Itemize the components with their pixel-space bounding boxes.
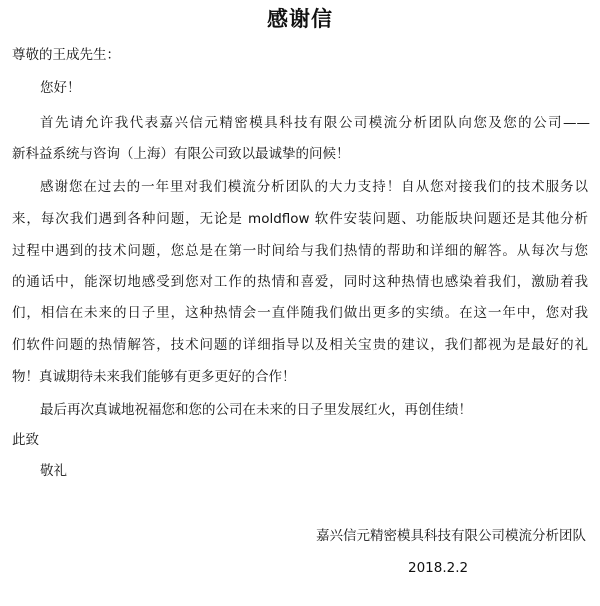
paragraph-2-line-3: 过程中遇到的技术问题，您总是在第一时间给与我们热情的帮助和详细的解答。从每次与您 (12, 243, 588, 259)
paragraph-2-line-4: 的通话中，能深切地感受到您对工作的热情和喜爱，同时这种热情也感染着我们，激励着我 (12, 274, 588, 290)
salutation: 尊敬的王成先生： (12, 47, 120, 63)
paragraph-1-line-1: 首先请允许我代表嘉兴信元精密模具科技有限公司模流分析团队向您及您的公司—— (40, 115, 590, 131)
paragraph-3-line-1: 最后再次真诚地祝福您和您的公司在未来的日子里发展红火，再创佳绩！ (40, 402, 472, 418)
paragraph-2-line-6: 们软件问题的热情解答，技术问题的详细指导以及相关宝贵的建议，我们都视为是最好的礼 (12, 337, 588, 353)
signature: 嘉兴信元精密模具科技有限公司模流分析团队 (316, 528, 586, 544)
paragraph-2-line-5: 们，相信在未来的日子里，这种热情会一直伴随我们做出更多的实绩。在这一年中，您对我 (12, 305, 588, 321)
paragraph-1-line-2: 新科益系统与咨询（上海）有限公司致以最诚挚的问候！ (12, 146, 350, 162)
letter-title: 感谢信 (267, 7, 333, 31)
closing: 此致 (12, 432, 39, 448)
paragraph-2-line-1: 感谢您在过去的一年里对我们模流分析团队的大力支持！自从您对接我们的技术服务以 (40, 179, 588, 195)
paragraph-2-line-7: 物！真诚期待未来我们能够有更多更好的合作！ (12, 369, 296, 385)
greeting: 您好！ (40, 80, 81, 96)
paragraph-2-line-2: 来，每次我们遇到各种问题，无论是 moldflow 软件安装问题、功能版块问题还是其他分析 (12, 211, 588, 227)
letter-date: 2018.2.2 (408, 560, 469, 576)
regards: 敬礼 (40, 463, 67, 479)
